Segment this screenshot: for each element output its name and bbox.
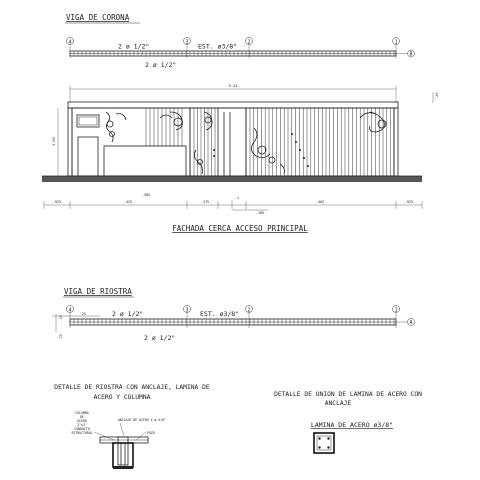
detalle-union-section [274, 391, 422, 453]
viga-riostra-bar-bottom: 2 ø 1/2" [144, 334, 176, 342]
viga-riostra-left-dim: .25 [59, 315, 63, 321]
fachada-bottom-dim: .175 [200, 200, 210, 204]
leader-line [94, 432, 114, 440]
leader-line [136, 432, 146, 440]
detalle-riostra-column [118, 437, 128, 465]
ornament-dot [295, 141, 297, 143]
fachada-grille-right [250, 108, 391, 176]
fachada-bottom-dim: .025 [404, 200, 414, 204]
axis-label: 1 [394, 307, 398, 314]
fachada-bottom-dim: .403 [315, 200, 325, 204]
viga-riostra-left-dim: .25 [59, 334, 63, 340]
viga-riostra-section [52, 287, 415, 342]
fachada-low-wall [104, 146, 186, 176]
viga-corona-axis-2 [246, 38, 253, 59]
bolt-hole [318, 446, 320, 448]
fachada-left-wall [72, 108, 190, 176]
fachada-title: FACHADA CERCA ACCESO PRINCIPAL [172, 224, 308, 233]
viga-corona-section [65, 13, 415, 69]
detalle-riostra-pit [113, 443, 133, 467]
detalle-union-lamina-label: LAMINA DE ACERO ø3/8" [310, 421, 394, 429]
axis-label: 3 [185, 307, 189, 314]
label-line: CONDUCTO [74, 427, 90, 431]
axis-label: B [409, 51, 413, 58]
viga-riostra-stirrup-ticks [74, 319, 394, 325]
viga-corona-stirrup-ticks [74, 51, 394, 56]
detalle-riostra-section [54, 384, 210, 469]
viga-corona-axis-3 [184, 38, 191, 59]
viga-riostra-bar-top: 2 ø 1/2" [112, 310, 144, 318]
fachada-left-column [68, 108, 72, 176]
viga-riostra-stirrup: EST. ø3/8" [200, 310, 240, 318]
ornament-dot [213, 149, 215, 151]
axis-label: 2 [247, 307, 251, 314]
fachada-bottom-dim: .1 [234, 196, 240, 200]
ornament-scroll-mid [160, 112, 182, 130]
viga-corona-bar-bottom: 2 ø 1/2" [145, 61, 177, 69]
axis-label: 2 [247, 39, 251, 46]
ornament-dot [303, 157, 305, 159]
viga-corona-stirrup: EST. ø3/8" [198, 42, 238, 51]
label-line: ESTRUCTURAL [71, 431, 93, 435]
ornament-dot [213, 155, 215, 157]
label-line: 2"x2" [77, 423, 87, 427]
axis-label: 4 [68, 307, 72, 314]
fachada-corona-beam [68, 102, 398, 108]
leader-line [120, 423, 124, 436]
viga-corona-bar-top: 2 ø 1/2" [118, 42, 150, 51]
viga-riostra-left-dim: .25 [80, 312, 86, 316]
detalle-riostra-label-anclaje: ANCLAJE DE ACERO 4 ø 5/8" [118, 418, 166, 422]
viga-corona-axis-b [396, 50, 415, 58]
ornament-scroll-right-low [251, 128, 284, 174]
fachada-overall-dim: 5.24 [228, 84, 238, 88]
axis-label: 1 [394, 39, 398, 46]
fachada-grille-left [146, 108, 182, 146]
bolt-hole [327, 437, 329, 439]
ornament-dot [307, 165, 309, 167]
detalle-riostra-footing [113, 466, 133, 469]
viga-corona-axis-4 [67, 38, 74, 59]
fachada-bottom-dim: .025 [52, 200, 62, 204]
ornament-scroll-left [106, 112, 126, 142]
fachada-door [78, 137, 98, 176]
fachada-bottom-dim: .425 [123, 200, 133, 204]
axis-label: 3 [185, 39, 189, 46]
detalle-riostra-title-line1: DETALLE DE RIOSTRA CON ANCLAJE, LAMINA DE [54, 384, 210, 391]
bolt-hole [327, 446, 329, 448]
fachada-bottom-dim: .305 [141, 193, 151, 197]
axis-label: A [409, 320, 413, 326]
label-line: DE [80, 415, 84, 419]
detalle-riostra-title-line2: ACERO Y COLUMNA [93, 394, 151, 401]
axis-label: 4 [68, 39, 72, 46]
ornament-scroll-gate [194, 112, 212, 174]
detalle-union-title-line2: ANCLAJE [324, 400, 352, 407]
label-line: COLUMNA [75, 411, 89, 415]
ornament-dot [299, 149, 301, 151]
bolt-hole [318, 437, 320, 439]
fachada-height-dim: 3.00 [52, 137, 56, 146]
ornament-dots [213, 133, 309, 167]
viga-riostra-axis-a [396, 319, 415, 327]
detalle-riostra-label-pozo: POZO [147, 431, 155, 435]
ornament-dot [291, 133, 293, 135]
viga-corona-title: VIGA DE CORONA [66, 13, 130, 22]
detalle-riostra-label-columna [71, 411, 92, 435]
detalle-union-title-line1: DETALLE DE UNION DE LAMINA DE ACERO CON [274, 391, 422, 398]
fachada-right-column [394, 108, 398, 176]
fachada-window-glass [79, 117, 97, 125]
fachada-section [42, 84, 439, 233]
fachada-right-dim: .20 [435, 92, 439, 99]
label-line: ACERO [77, 419, 87, 423]
fachada-small-dim: .185 [255, 211, 265, 215]
viga-riostra-title: VIGA DE RIOSTRA [64, 287, 132, 296]
fachada-ground-strip [42, 176, 422, 182]
viga-corona-axis-1 [393, 38, 400, 59]
